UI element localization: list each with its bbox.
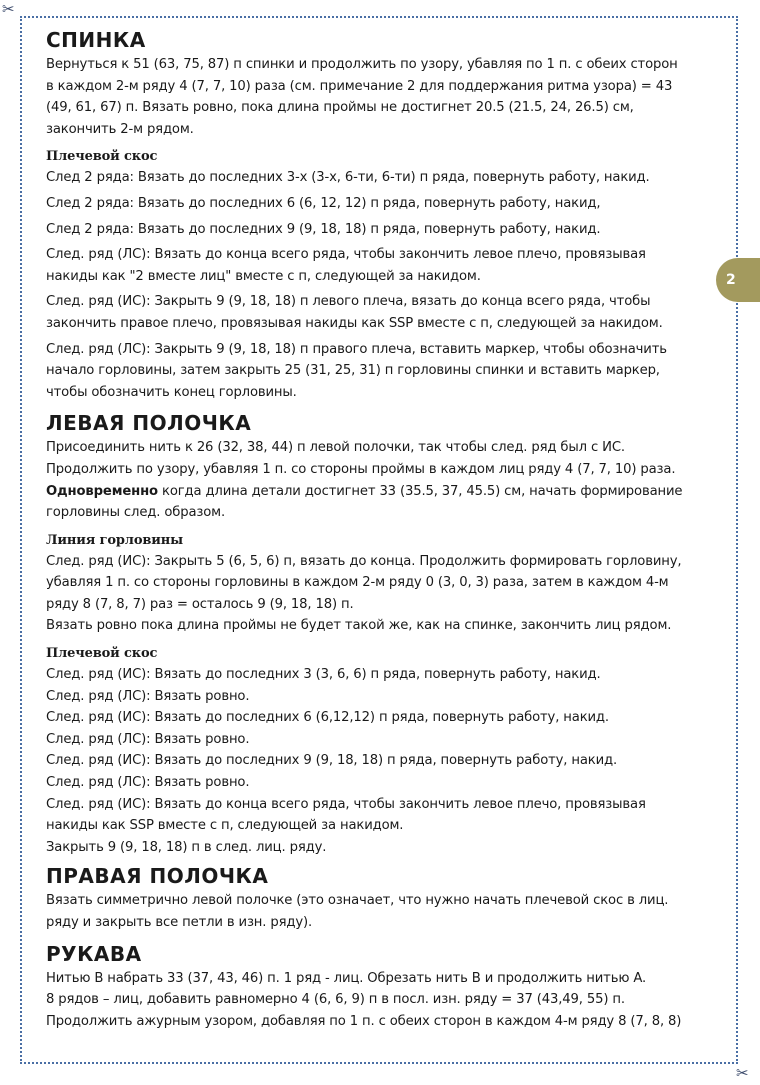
instruction-line: 8 рядов – лиц, добавить равномерно 4 (6, 6, 9) п в посл. изн. ряду = 37 (43,49, 55) п. — [46, 992, 625, 1008]
instruction-line: Продолжить ажурным узором, добавляя по 1 п. с обеих сторон в каждом 4-м ряду 8 (7, 8, 8) — [46, 1013, 682, 1029]
instruction-line: чтобы обозначить конец горловины. — [46, 384, 297, 400]
subheading-shoulder-slope: Плечевой скос — [46, 646, 158, 662]
section-back — [46, 26, 714, 403]
instruction-line: След. ряд (ИС): Вязать до последних 3 (3, 6, 6) п ряда, повернуть работу, накид. — [46, 667, 601, 683]
section-title-right-front: ПРАВАЯ ПОЛОЧКА — [46, 864, 269, 889]
instruction-line: След 2 ряда: Вязать до последних 6 (6, 12, 12) п ряда, повернуть работу, накид, — [46, 195, 601, 211]
back-intro-line: закончить 2-м рядом. — [46, 121, 194, 137]
section-title-back: СПИНКА — [46, 28, 146, 52]
instruction-line: накиды как "2 вместе лиц" вместе с п, следующей за накидом. — [46, 268, 481, 284]
instruction-line: ряду 8 (7, 8, 7) раз = осталось 9 (9, 18, 18) п. — [46, 596, 354, 612]
page-number: 2 — [726, 272, 736, 288]
instruction-line: накиды как SSP вместе с п, следующей за накидом. — [46, 818, 404, 834]
scissors-icon: ✂ — [2, 0, 15, 18]
instruction-line: След 2 ряда: Вязать до последних 3-х (3-х, 6-ти, 6-ти) п ряда, повернуть работу, накид. — [46, 170, 650, 186]
instruction-line — [46, 481, 714, 503]
instruction-line: Закрыть 9 (9, 18, 18) п в след. лиц. ряду. — [46, 839, 327, 855]
instruction-text: когда длина детали достигнет 33 (35.5, 37, 45.5) см, начать формирование — [157, 483, 683, 499]
subheading-shoulder-slope: Плечевой скос — [46, 149, 158, 165]
scissors-icon: ✂ — [736, 1064, 749, 1082]
instruction-line: начало горловины, затем закрыть 25 (31, 25, 31) п горловины спинки и вставить маркер, — [46, 363, 660, 379]
subheading-neckline: Линия горловины — [46, 532, 183, 548]
page-number-badge — [716, 258, 760, 302]
instruction-line: Продолжить по узору, убавляя 1 п. со стороны проймы в каждом лиц ряду 4 (7, 7, 10) раза. — [46, 461, 676, 477]
instruction-line: Вязать симметрично левой полочке (это означает, что нужно начать плечевой скос в лиц. — [46, 893, 669, 909]
instruction-line: След 2 ряда: Вязать до последних 9 (9, 18, 18) п ряда, повернуть работу, накид. — [46, 221, 601, 237]
section-sleeves — [46, 940, 714, 1033]
instruction-line: След. ряд (ЛС): Вязать ровно. — [46, 688, 250, 704]
instruction-line: закончить правое плечо, провязывая накиды как SSP вместе с п, следующей за накидом. — [46, 315, 663, 331]
instruction-line: Нитью B набрать 33 (37, 43, 46) п. 1 ряд - лиц. Обрезать нить B и продолжить нитью A. — [46, 970, 647, 986]
back-intro-line: Вернуться к 51 (63, 75, 87) п спинки и продолжить по узору, убавляя по 1 п. с обеих сторон — [46, 57, 678, 72]
emphasis-text: Одновременно — [46, 483, 158, 499]
instruction-line: убавляя 1 п. со стороны горловины в каждом 2-м ряду 0 (3, 0, 3) раза, затем в каждом 4-м — [46, 575, 669, 591]
instruction-line: След. ряд (ЛС): Вязать ровно. — [46, 731, 250, 747]
instruction-line: След. ряд (ЛС): Вязать до конца всего ряда, чтобы закончить левое плечо, провязывая — [46, 247, 646, 263]
section-left-front — [46, 409, 714, 858]
section-title-sleeves: РУКАВА — [46, 941, 142, 966]
instruction-line: След. ряд (ЛС): Вязать ровно. — [46, 775, 250, 791]
instruction-line: След. ряд (ИС): Вязать до последних 9 (9, 18, 18) п ряда, повернуть работу, накид. — [46, 753, 618, 769]
instruction-line: След. ряд (ИС): Закрыть 5 (6, 5, 6) п, вязать до конца. Продолжить формировать горловину, — [46, 553, 682, 569]
instruction-line: След. ряд (ИС): Вязать до последних 6 (6,12,12) п ряда, повернуть работу, накид. — [46, 710, 609, 726]
instruction-line: След. ряд (ИС): Вязать до конца всего ряда, чтобы закончить левое плечо, провязывая — [46, 796, 646, 812]
section-right-front — [46, 862, 714, 933]
instruction-line: горловины след. образом. — [46, 505, 226, 521]
instruction-line: След. ряд (ЛС): Закрыть 9 (9, 18, 18) п правого плеча, вставить маркер, чтобы обозначить — [46, 341, 667, 357]
instruction-line: Вязать ровно пока длина проймы не будет такой же, как на спинке, закончить лиц рядом. — [46, 618, 672, 634]
document-content — [46, 26, 714, 1032]
instruction-line: Присоединить нить к 26 (32, 38, 44) п левой полочки, так чтобы след. ряд был с ИС. — [46, 440, 625, 456]
back-intro-line: (49, 61, 67) п. Вязать ровно, пока длина проймы не достигнет 20.5 (21.5, 24, 26.5) см, — [46, 100, 634, 116]
section-title-left-front: ЛЕВАЯ ПОЛОЧКА — [46, 411, 252, 436]
back-intro-line: в каждом 2-м ряду 4 (7, 7, 10) раза (см. примечание 2 для поддержания ритма узора) = 43 — [46, 78, 673, 94]
instruction-line: ряду и закрыть все петли в изн. ряду). — [46, 915, 313, 930]
instruction-line: След. ряд (ИС): Закрыть 9 (9, 18, 18) п левого плеча, вязать до конца всего ряда, чтобы — [46, 294, 651, 310]
